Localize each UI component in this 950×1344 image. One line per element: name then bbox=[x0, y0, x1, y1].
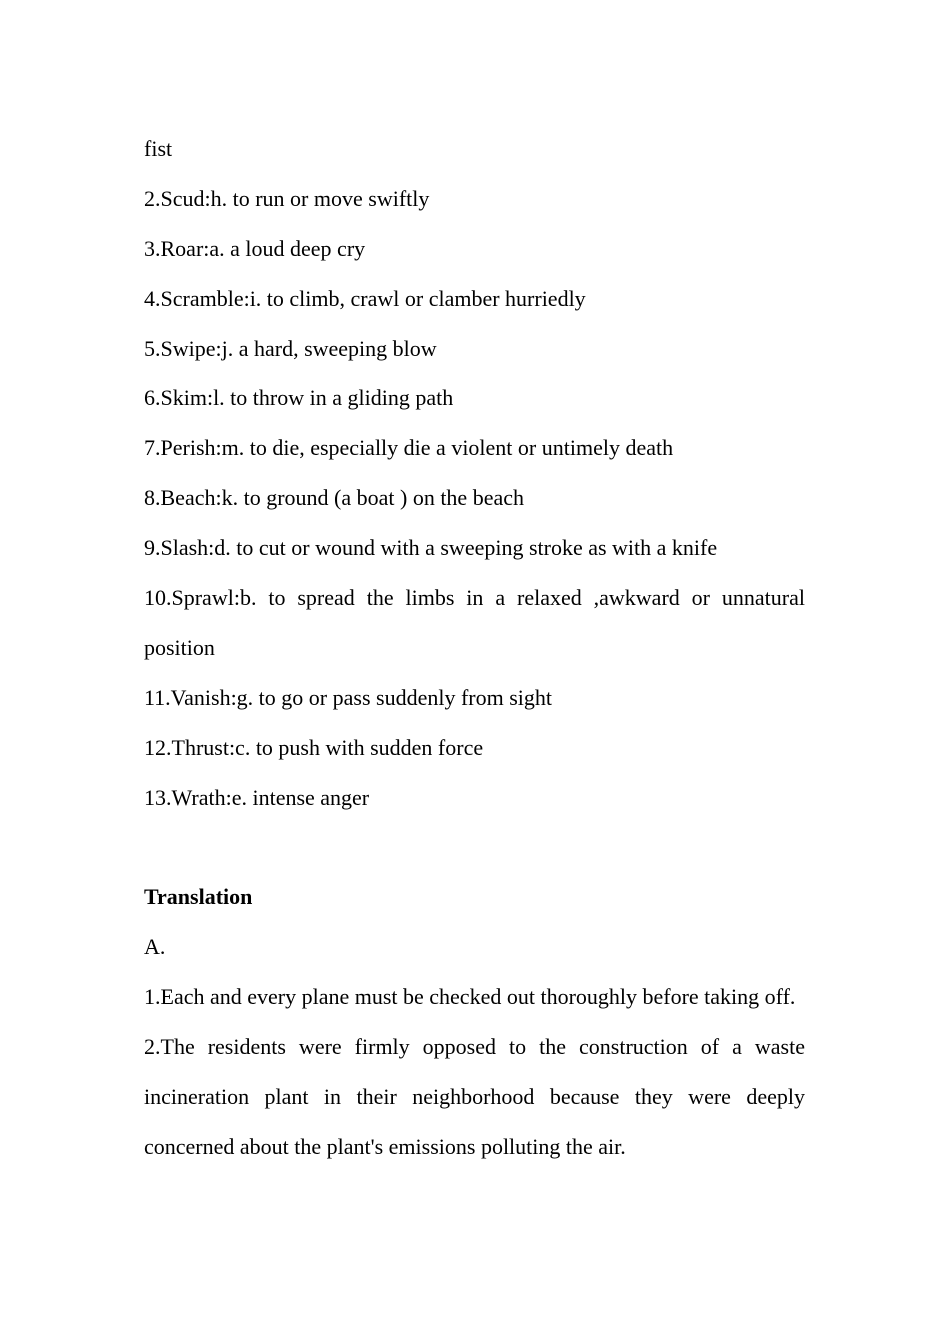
vocab-item: 7.Perish:m. to die, especially die a violent or untimely death bbox=[144, 435, 674, 461]
vocab-item: 5.Swipe:j. a hard, sweeping blow bbox=[144, 335, 437, 361]
section-label: A. bbox=[144, 934, 166, 960]
vocab-item: 6.Skim:l. to throw in a gliding path bbox=[144, 385, 454, 411]
document-page bbox=[144, 124, 805, 1172]
vocab-item: 12.Thrust:c. to push with sudden force bbox=[144, 734, 484, 760]
vocab-item: 8.Beach:k. to ground (a boat ) on the beach bbox=[144, 485, 524, 511]
blank-line bbox=[144, 823, 805, 873]
vocab-item: 9.Slash:d. to cut or wound with a sweeping stroke as with a knife bbox=[144, 535, 718, 561]
vocab-fragment: fist bbox=[144, 136, 173, 161]
vocab-item: 3.Roar:a. a loud deep cry bbox=[144, 235, 366, 261]
vocab-item: 11.Vanish:g. to go or pass suddenly from sight bbox=[144, 684, 552, 710]
vocab-item: 10.Sprawl:b. to spread the limbs in a relaxed ,awkward or unnatural position bbox=[144, 585, 805, 660]
translation-item: 1.Each and every plane must be checked out thoroughly before taking off. bbox=[144, 984, 796, 1010]
vocab-item: 2.Scud:h. to run or move swiftly bbox=[144, 185, 430, 211]
section-heading: Translation bbox=[144, 884, 253, 910]
vocab-item: 4.Scramble:i. to climb, crawl or clamber hurriedly bbox=[144, 285, 586, 311]
vocab-item: 13.Wrath:e. intense anger bbox=[144, 784, 370, 810]
translation-item: 2.The residents were firmly opposed to the construction of a waste incineration plant in their neighborhood because they were deeply concerned about the plant's emissions polluting the air. bbox=[144, 1034, 805, 1159]
